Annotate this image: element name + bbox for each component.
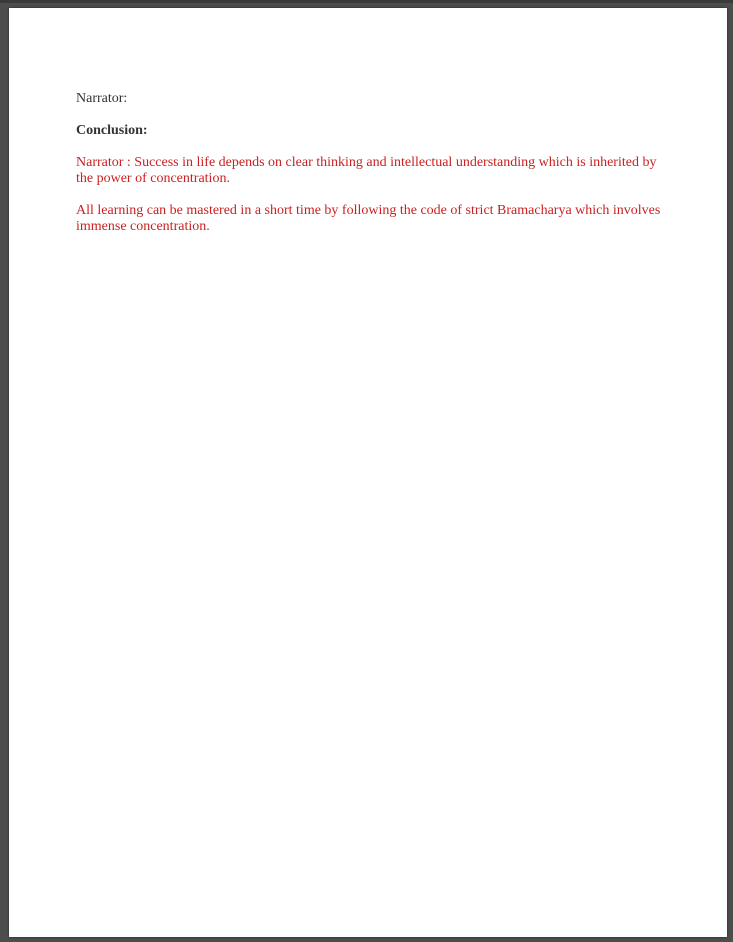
viewer-top-border bbox=[0, 0, 733, 3]
learning-paragraph: All learning can be mastered in a short time by following the code of strict Bramacharya which involves immense concentration. bbox=[76, 203, 661, 234]
narrator-label: Narrator: bbox=[76, 91, 128, 106]
conclusion-heading: Conclusion: bbox=[76, 123, 148, 138]
document-page bbox=[9, 8, 727, 937]
page-content bbox=[76, 91, 666, 251]
narrator-conclusion-paragraph: Narrator : Success in life depends on clear thinking and intellectual understanding which is inherited by the power of concentration. bbox=[76, 155, 657, 186]
